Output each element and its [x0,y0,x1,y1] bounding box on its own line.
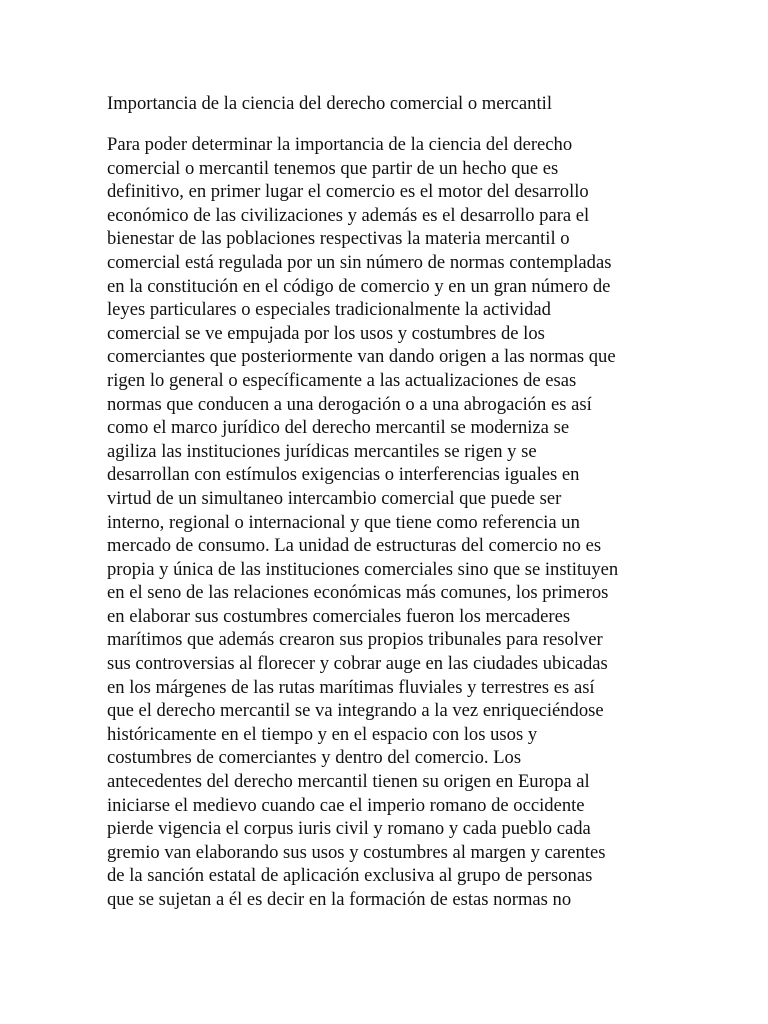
paragraph-line: comerciantes que posteriormente van dando origen a las normas que [107,346,616,368]
paragraph-line: interno, regional o internacional y que tiene como referencia un [107,511,580,533]
paragraph-line: agiliza las instituciones jurídicas mercantiles se rigen y se [107,440,537,462]
paragraph-line: comercial está regulada por un sin número de normas contempladas [107,251,612,273]
paragraph-line: pierde vigencia el corpus iuris civil y romano y cada pueblo cada [107,818,591,840]
paragraph-line: propia y única de las instituciones comerciales sino que se instituyen [107,558,619,580]
paragraph-line: como el marco jurídico del derecho mercantil se moderniza se [107,417,570,439]
paragraph-line: en los márgenes de las rutas marítimas fluviales y terrestres es así [107,676,595,698]
paragraph-line: en el seno de las relaciones económicas más comunes, los primeros [107,582,609,604]
paragraph-line: iniciarse el medievo cuando cae el imperio romano de occidente [107,794,585,816]
paragraph-line: que se sujetan a él es decir en la formación de estas normas no [107,889,572,910]
document-paragraph [107,133,687,912]
paragraph-line: que el derecho mercantil se va integrando a la vez enriqueciéndose [107,700,604,722]
paragraph-line: sus controversias al florecer y cobrar auge en las ciudades ubicadas [107,653,608,675]
paragraph-line: gremio van elaborando sus usos y costumbres al margen y carentes [107,841,606,863]
paragraph-line: históricamente en el tiempo y en el espacio con los usos y [107,723,538,745]
paragraph-line: en la constitución en el código de comercio y en un gran número de [107,275,611,297]
paragraph-line: bienestar de las poblaciones respectivas la materia mercantil o [107,228,570,250]
paragraph-line: comercial o mercantil tenemos que partir de un hecho que es [107,157,559,179]
paragraph-line: antecedentes del derecho mercantil tienen su origen en Europa al [107,771,590,793]
paragraph-line: Para poder determinar la importancia de la ciencia del derecho [107,134,573,155]
paragraph-line: mercado de consumo. La unidad de estructuras del comercio no es [107,535,602,557]
paragraph-line: en elaborar sus costumbres comerciales fueron los mercaderes [107,605,571,627]
paragraph-line: rigen lo general o específicamente a las actualizaciones de esas [107,369,577,391]
paragraph-line: marítimos que además crearon sus propios tribunales para resolver [107,629,603,651]
paragraph-line: comercial se ve empujada por los usos y costumbres de los [107,322,545,344]
paragraph-line: leyes particulares o especiales tradicionalmente la actividad [107,299,551,321]
paragraph-line: virtud de un simultaneo intercambio comercial que puede ser [107,487,562,509]
paragraph-line: desarrollan con estímulos exigencias o interferencias iguales en [107,464,580,486]
paragraph-line: definitivo, en primer lugar el comercio es el motor del desarrollo [107,181,589,203]
paragraph-line: económico de las civilizaciones y además es el desarrollo para el [107,204,590,226]
document-title: Importancia de la ciencia del derecho comercial o mercantil [107,93,552,114]
paragraph-line: normas que conducen a una derogación o a una abrogación es así [107,393,592,415]
paragraph-line: costumbres de comerciantes y dentro del comercio. Los [107,747,522,769]
paragraph-line: de la sanción estatal de aplicación exclusiva al grupo de personas [107,865,593,887]
